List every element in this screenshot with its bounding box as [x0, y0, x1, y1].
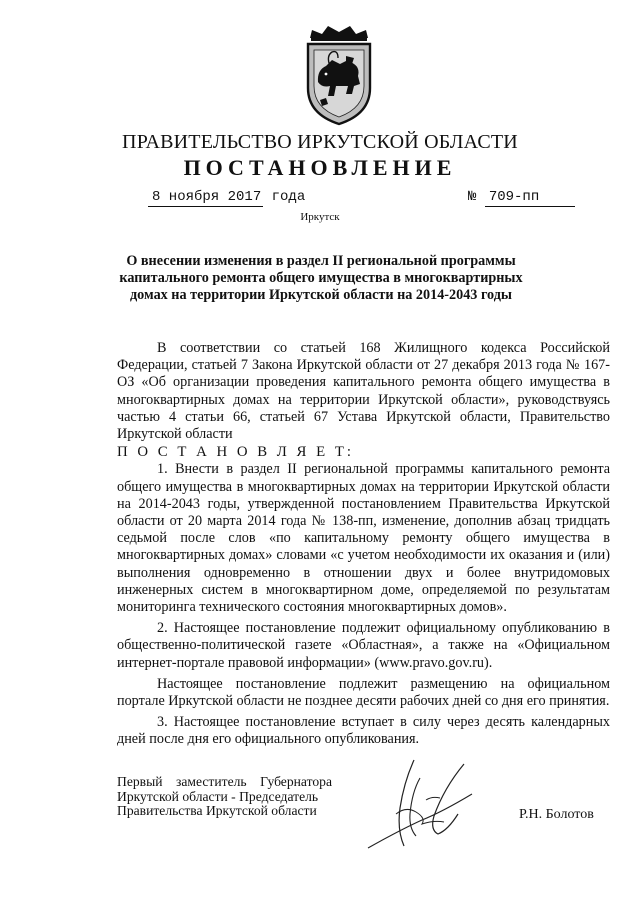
signatory-word: Губернатора: [260, 774, 332, 789]
coat-of-arms-icon: [302, 24, 376, 128]
signatory-word: Первый: [117, 774, 163, 789]
signatory-line-1: [117, 775, 332, 790]
document-body: [117, 340, 610, 749]
date-value: 8 ноября 2017: [148, 189, 263, 207]
city-label: Иркутск: [300, 211, 340, 223]
date-suffix: года: [271, 189, 306, 205]
signatory-line-3: Правительства Иркутской области: [117, 803, 317, 819]
document-heading: О внесении изменения в раздел II региональной программы капитального ремонта общего имущества в многоквартирных домах на территории Иркутской области на 2014-2043 годы: [119, 253, 523, 303]
resolves-line: П О С Т А Н О В Л Я Е Т:: [117, 444, 354, 461]
signatory-line-2: Иркутской области - Председатель: [117, 788, 319, 804]
item-2-paragraph: 2. Настоящее постановление подлежит официальному опубликованию в общественно-политической газете «Областная», а также на «Официальном интернет-портале правовой информации» (www.pravo.gov.ru).: [117, 620, 610, 671]
number-value: 709-пп: [485, 189, 575, 207]
document-number: [468, 189, 575, 207]
item-1-paragraph: 1. Внести в раздел II региональной программы капитального ремонта общего имущества в многоквартирных домах на территории Иркутской области на 2014-2043 годы, утвержденной постановлением Правительства Иркутской области от 20 марта 2014 года № 138-пп, изменение, дополнив абзац тридцать седьмой после слов «по капитальному ремонту общего имущества в многоквартирных домах» словами «с учетом необходимости их оказания и (или) выполнения одновременно в отношении двух и более внутридомовых инженерных систем в многоквартирном доме, определяемой по результатам мониторинга технического состояния многоквартирных домов».: [117, 461, 610, 616]
preamble-paragraph: В соответствии со статьей 168 Жилищного кодекса Российской Федерации, статьей 7 Закона Иркутской области от 27 декабря 2013 года № 167-ОЗ «Об организации проведения капитального ремонта общего имущества в многоквартирных домах на территории Иркутской области», руководствуясь частью 4 статьи 66, статьей 67 Устава Иркутской области, Правительство Иркутской области: [117, 340, 610, 443]
number-prefix: №: [468, 189, 477, 205]
signatory-word: заместитель: [176, 774, 247, 789]
item-3-paragraph: 3. Настоящее постановление вступает в силу через десять календарных дней после дня его официального опубликования.: [117, 714, 610, 748]
signatory-position: [117, 775, 332, 819]
handwritten-signature-icon: [360, 758, 480, 850]
document-type-title: ПОСТАНОВЛЕНИЕ: [183, 155, 457, 180]
signer-name: Р.Н. Болотов: [519, 807, 594, 822]
government-title: ПРАВИТЕЛЬСТВО ИРКУТСКОЙ ОБЛАСТИ: [122, 131, 518, 153]
document-date: [148, 189, 305, 207]
item-2b-paragraph: Настоящее постановление подлежит размещению на официальном портале Иркутской области не позднее десяти рабочих дней со дня его принятия.: [117, 675, 610, 710]
